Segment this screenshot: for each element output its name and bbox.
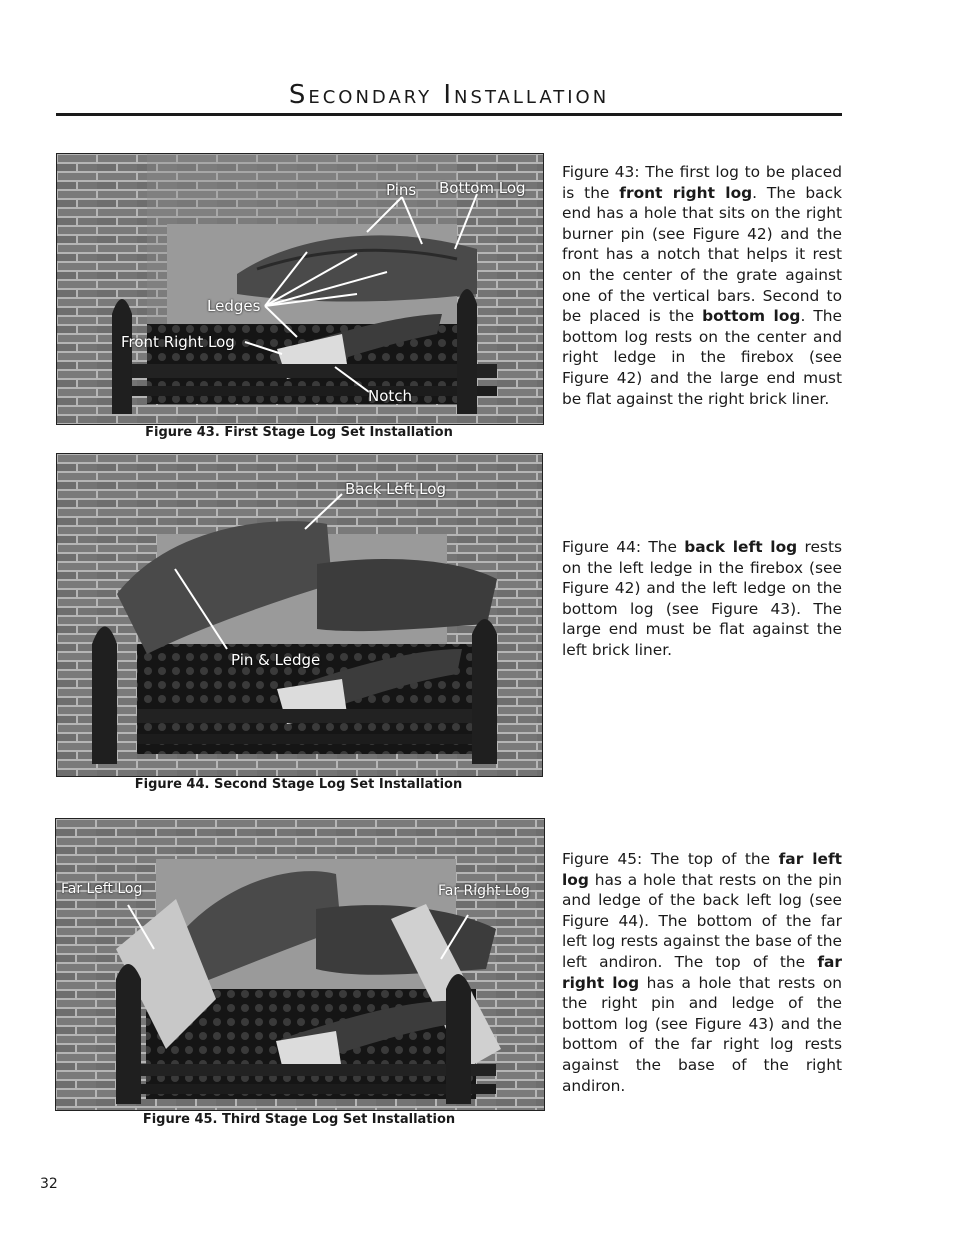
figure-45-description [562, 849, 842, 1096]
figure-44-photo [56, 453, 543, 777]
label-pins: Pins [386, 181, 417, 199]
desc-bold: bottom log [702, 307, 801, 326]
figure-44-description [562, 537, 842, 661]
desc-text: has a hole that rests on the right pin and ledge of the bottom log (see Figure 43) and the bottom of the far right log rests against the base of the right andiron. [562, 973, 843, 1095]
label-bottom-log: Bottom Log [439, 179, 526, 197]
desc-bold: front right log [619, 183, 753, 202]
desc-text: . The back end has a hole that sits on the right burner pin (see Figure 42) and the front has a notch that helps it rest on the center of the grate against one of the vertical bars. Second to be placed is the [562, 183, 842, 326]
desc-text: Figure 43: The first log to be placed is the [562, 163, 842, 202]
desc-text: rests on the left ledge in the firebox (see Figure 42) and the left ledge on the bottom log (see Figure 43). The large end must be flat against the left brick liner. [562, 538, 843, 659]
label-far-left-log: Far Left Log [61, 881, 143, 897]
desc-text: has a hole that rests on the pin and ledge of the back left log (see Figure 44). The bottom of the far left log rests against the base of the left andiron. The top of the [562, 870, 842, 971]
figure-45-photo [55, 818, 545, 1111]
desc-text: Figure 45: The top of the [562, 850, 779, 868]
page-number: 32 [40, 1176, 58, 1192]
label-pin-ledge: Pin & Ledge [231, 651, 321, 669]
figure-43-caption: Figure 43. First Stage Log Set Installation [145, 425, 453, 440]
figure-43-photo [56, 153, 544, 425]
label-front-right-log: Front Right Log [121, 333, 235, 351]
desc-text: . The bottom log rests on the center and right ledge in the firebox (see Figure 42) and the large end must be flat against the right brick liner. [562, 307, 842, 408]
figure-43-description [562, 162, 842, 409]
desc-bold: far left log [562, 850, 842, 889]
title-rule [56, 113, 842, 116]
label-back-left-log: Back Left Log [345, 480, 446, 498]
figure-44-caption: Figure 44. Second Stage Log Set Installation [134, 777, 463, 792]
label-ledges: Ledges [207, 297, 261, 315]
desc-bold: back left log [684, 538, 798, 556]
figure-45-caption: Figure 45. Third Stage Log Set Installation [142, 1112, 456, 1127]
label-far-right-log: Far Right Log [438, 883, 530, 899]
label-notch: Notch [368, 387, 413, 405]
desc-text: Figure 44: The [562, 538, 685, 556]
page-title: Secondary Installation [288, 80, 610, 110]
desc-bold: far right log [562, 952, 842, 992]
